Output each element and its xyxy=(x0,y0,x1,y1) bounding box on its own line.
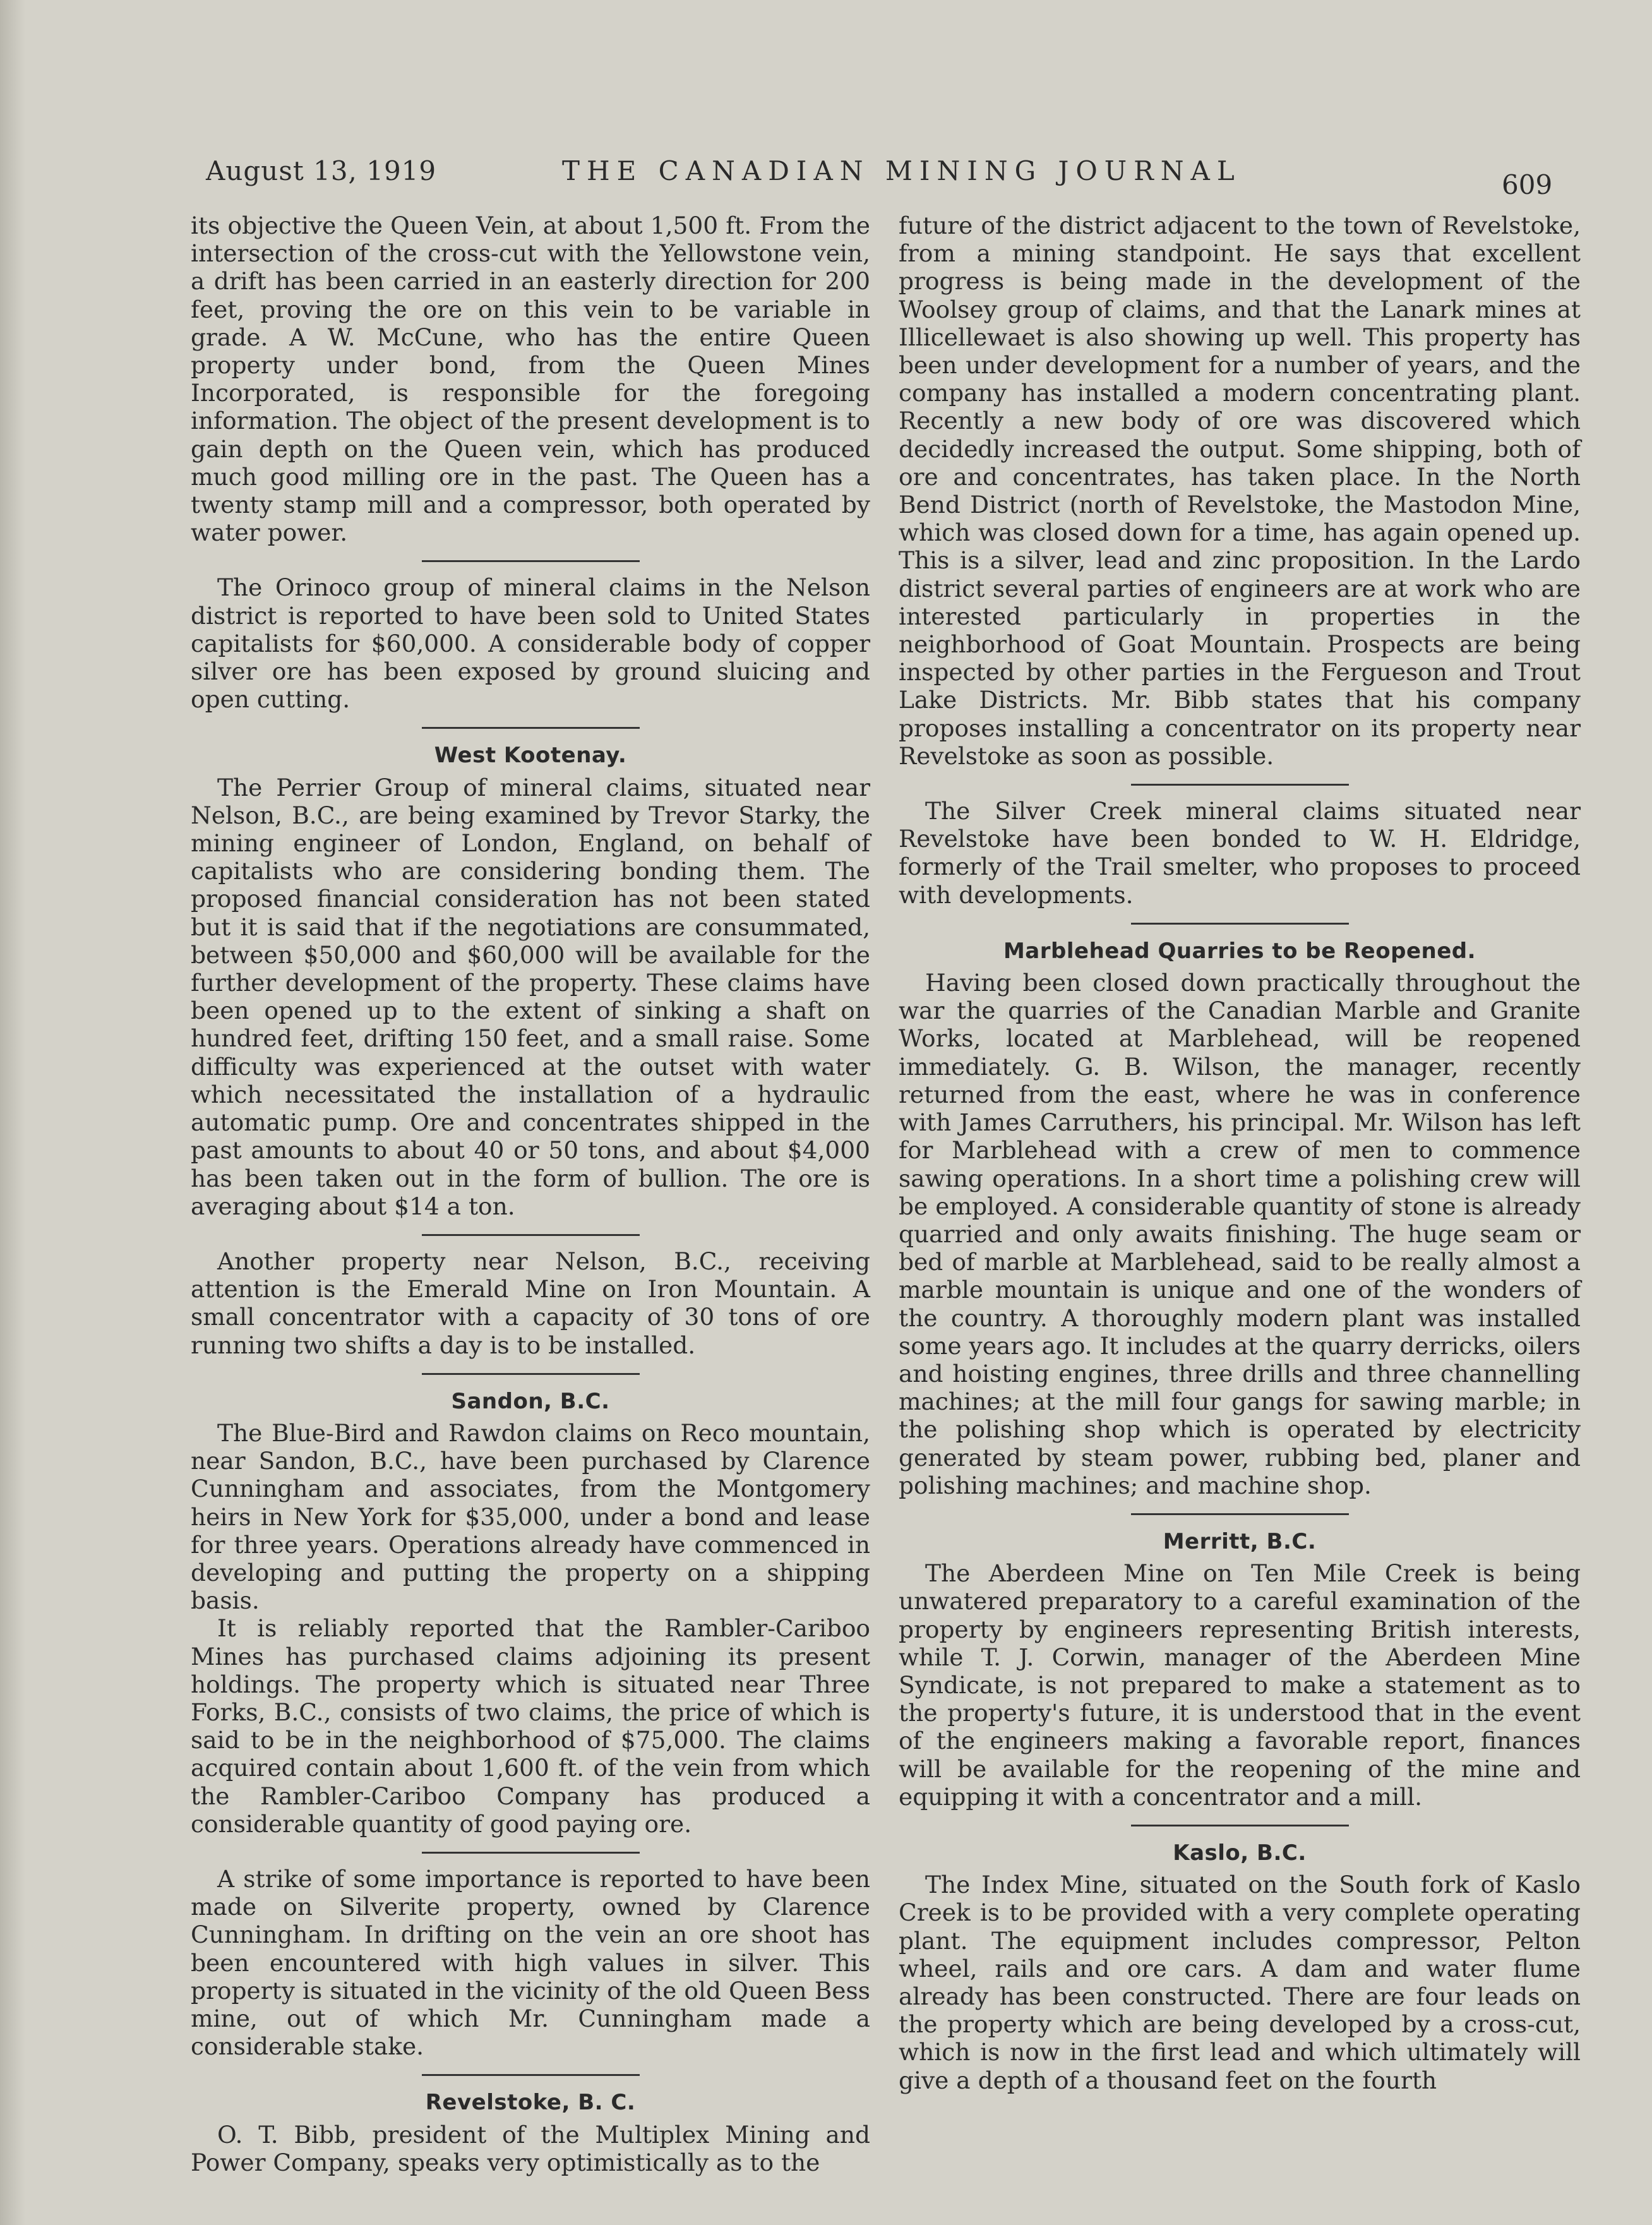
section-divider xyxy=(422,560,640,562)
journal-title: THE CANADIAN MINING JOURNAL xyxy=(562,155,1242,186)
section-divider xyxy=(422,1373,640,1375)
paragraph: future of the district adjacent to the town of Revelstoke, from a mining standpoint. He says that excellent progress is being made in the development of the Woolsey group of claims, and that the Lanark mines at Illicellewaet is also showing up well. This property has been under development for a number of years, and the company has installed a modern concentrating plant. Recently a new body of ore was discovered which decidedly increased the output. Some shipping, both of ore and concentrates, has taken place. In the North Bend District (north of Revelstoke, the Mastodon Mine, which was closed down for a time, has again opened up. This is a silver, lead and zinc proposition. In the Lardo district several parties of engineers are at work who are interested particularly in properties in the neighborhood of Goat Mountain. Prospects are being inspected by other parties in the Fergueson and Trout Lake Districts. Mr. Bibb states that his company proposes installing a concentrator on its property near Revelstoke as soon as possible. xyxy=(899,212,1581,770)
paragraph: Having been closed down practically throughout the war the quarries of the Canadian Marble and Granite Works, located at Marblehead, will be reopened immediately. G. B. Wilson, the manager, recently returned from the east, where he was in conference with James Carruthers, his principal. Mr. Wilson has left for Marblehead with a crew of men to commence sawing operations. In a short time a polishing crew will be employed. A considerable quantity of stone is already quarried and only awaits finishing. The huge seam or bed of marble at Marblehead, said to be really almost a marble mountain is unique and one of the wonders of the country. A thoroughly modern plant was installed some years ago. It includes at the quarry derricks, oilers and hoisting engines, three drills and three channelling machines; at the mill four gangs for sawing marble; in the polishing shop which is operated by electricity generated by steam power, rubbing bed, planer and polishing machines; and machine shop. xyxy=(899,969,1581,1499)
section-divider xyxy=(422,1852,640,1854)
paragraph: It is reliably reported that the Rambler-Cariboo Mines has purchased claims adjoining its present holdings. The property which is situated near Three Forks, B.C., consists of two claims, the price of which is said to be in the neighborhood of $75,000. The claims acquired contain about 1,600 ft. of the vein from which the Rambler-Cariboo Company has produced a considerable quantity of good paying ore. xyxy=(191,1614,870,1838)
section-divider xyxy=(1131,1513,1349,1515)
section-divider xyxy=(422,2074,640,2076)
paragraph: A strike of some importance is reported to have been made on Silverite property, owned by Clarence Cunningham. In drifting on the vein an ore shoot has been encountered with high values in silver. This property is situated in the vicinity of the old Queen Bess mine, out of which Mr. Cunningham made a considerable stake. xyxy=(191,1864,870,2061)
subheading-kaslo: Kaslo, B.C. xyxy=(1173,1840,1307,1866)
section-divider xyxy=(422,727,640,729)
page-number: 609 xyxy=(1502,169,1553,200)
subheading-marblehead: Marblehead Quarries to be Reopened. xyxy=(1003,938,1476,964)
paragraph: The Aberdeen Mine on Ten Mile Creek is being unwatered preparatory to a careful examination of the property by engineers representing British interests, while T. J. Corwin, manager of the Aberdeen Mine Syndicate, is not prepared to make a statement as to the property's future, it is understood that in the event of the engineers making a favorable report, finances will be available for the reopening of the mine and equipping it with a concentrator and a mill. xyxy=(899,1559,1581,1811)
subheading-merritt: Merritt, B.C. xyxy=(1163,1528,1317,1554)
right-column xyxy=(899,212,1581,2094)
issue-date: August 13, 1919 xyxy=(206,155,437,186)
left-column xyxy=(191,212,870,2176)
scan-edge xyxy=(0,0,25,2225)
paragraph: The Silver Creek mineral claims situated near Revelstoke have been bonded to W. H. Eldridge, formerly of the Trail smelter, who proposes to proceed with developments. xyxy=(899,797,1581,909)
section-divider xyxy=(1131,784,1349,786)
paragraph: its objective the Queen Vein, at about 1,500 ft. From the intersection of the cross-cut with the Yellowstone vein, a drift has been carried in an easterly direction for 200 feet, proving the ore on this vein to be variable in grade. A W. McCune, who has the entire Queen property under bond, from the Queen Mines Incorporated, is responsible for the foregoing information. The object of the present development is to gain depth on the Queen vein, which has produced much good milling ore in the past. The Queen has a twenty stamp mill and a compressor, both operated by water power. xyxy=(191,212,870,547)
section-divider xyxy=(1131,1825,1349,1826)
paragraph: The Index Mine, situated on the South fork of Kaslo Creek is to be provided with a very complete operating plant. The equipment includes compressor, Pelton wheel, rails and ore cars. A dam and water flume already has been constructed. There are four leads on the property which are being developed by a cross-cut, which is now in the first lead and which ultimately will give a depth of a thousand feet on the fourth xyxy=(899,1871,1581,2094)
paragraph: The Blue-Bird and Rawdon claims on Reco mountain, near Sandon, B.C., have been purchased by Clarence Cunningham and associates, from the Montgomery heirs in New York for $35,000, under a bond and lease for three years. Operations already have commenced in developing and putting the property on a shipping basis. xyxy=(191,1418,870,1615)
subheading-revelstoke: Revelstoke, B. C. xyxy=(425,2090,636,2116)
subheading-sandon: Sandon, B.C. xyxy=(451,1388,610,1414)
paragraph: Another property near Nelson, B.C., receiving attention is the Emerald Mine on Iron Mountain. A small concentrator with a capacity of 30 tons of ore running two shifts a day is to be installed. xyxy=(191,1247,870,1359)
subheading-west-kootenay: West Kootenay. xyxy=(434,743,627,769)
section-divider xyxy=(422,1234,640,1236)
paragraph: The Perrier Group of mineral claims, situated near Nelson, B.C., are being examined by Trevor Starky, the mining engineer of London, England, on behalf of capitalists who are considering bonding them. The proposed financial consideration has not been stated but it is said that if the negotiations are consummated, between $50,000 and $60,000 will be available for the further development of the property. These claims have been opened up to the extent of sinking a shaft on hundred feet, drifting 150 feet, and a small raise. Some difficulty was experienced at the outset with water which necessitated the installation of a hydraulic automatic pump. Ore and concentrates shipped in the past amounts to about 40 or 50 tons, and about $4,000 has been taken out in the form of bullion. The ore is averaging about $14 a ton. xyxy=(191,773,870,1220)
paragraph: The Orinoco group of mineral claims in the Nelson district is reported to have been sold to United States capitalists for $60,000. A considerable body of copper silver ore has been exposed by ground sluicing and open cutting. xyxy=(191,573,870,714)
section-divider xyxy=(1131,923,1349,925)
page-header xyxy=(201,152,1590,200)
paragraph: O. T. Bibb, president of the Multiplex Mining and Power Company, speaks very optimistically as to the xyxy=(191,2120,870,2176)
